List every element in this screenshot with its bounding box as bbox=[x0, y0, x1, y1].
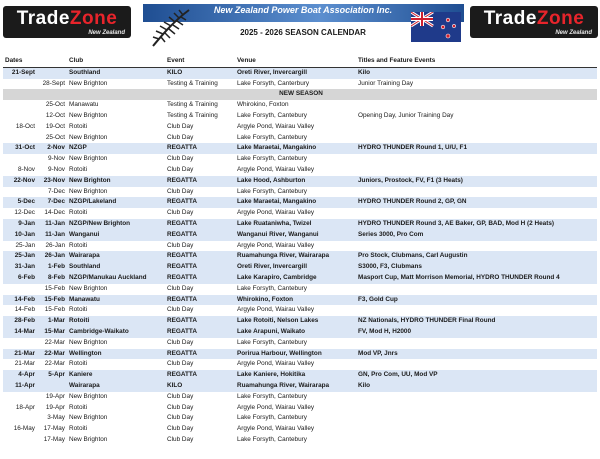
cell-event: Club Day bbox=[167, 187, 194, 195]
cell-titles bbox=[356, 165, 597, 176]
cell-start-date: 28-Feb bbox=[3, 316, 37, 327]
cell-start-date bbox=[3, 413, 37, 424]
cell-event: Club Day bbox=[167, 414, 194, 422]
cell-event: Club Day bbox=[167, 338, 194, 346]
cell-club: New Brighton bbox=[69, 155, 108, 163]
cell-titles bbox=[356, 133, 597, 144]
cell-end-date: 7-Dec bbox=[37, 197, 67, 208]
cell-venue: Argyle Pond, Wairau Valley bbox=[237, 122, 315, 130]
cell-venue: Argyle Pond, Wairau Valley bbox=[237, 241, 315, 249]
cell-start-date: 18-Oct bbox=[15, 122, 35, 130]
cell-club: New Brighton bbox=[69, 79, 108, 87]
cell-titles bbox=[356, 403, 597, 414]
cell-club: NZGP/Manukau Auckland bbox=[67, 273, 165, 284]
cell-titles bbox=[356, 435, 597, 446]
cell-venue: Lake Forsyth, Cantebury bbox=[237, 133, 307, 141]
cell-club: Rotoiti bbox=[69, 209, 88, 217]
cell-start-date: 6-Feb bbox=[3, 273, 37, 284]
column-header-event: Event bbox=[165, 56, 235, 67]
cell-club: NZGP bbox=[67, 143, 165, 154]
table-row bbox=[3, 230, 597, 241]
cell-titles bbox=[356, 424, 597, 435]
cell-titles bbox=[356, 100, 597, 111]
tradezone-logo-right bbox=[470, 6, 598, 38]
cell-venue: Oreti River, Invercargill bbox=[235, 262, 356, 273]
table-row bbox=[3, 79, 597, 90]
cell-titles: HYDRO THUNDER Round 3, AE Baker, GP, BAD, Mod H (2 Heats) bbox=[356, 219, 597, 230]
cell-club: Manawatu bbox=[67, 295, 165, 306]
cell-event: REGATTA bbox=[165, 327, 235, 338]
cell-event: Club Day bbox=[167, 306, 194, 314]
table-header-row bbox=[3, 56, 597, 67]
cell-venue: Lake Forsyth, Cantebury bbox=[237, 155, 307, 163]
cell-club: New Brighton bbox=[67, 176, 165, 187]
cell-start-date: 31-Jan bbox=[3, 262, 37, 273]
column-header-dates: Dates bbox=[3, 56, 37, 67]
cell-event: KILO bbox=[165, 381, 235, 392]
table-row bbox=[3, 219, 597, 230]
cell-end-date: 5-Apr bbox=[37, 370, 67, 381]
cell-end-date bbox=[37, 381, 67, 392]
table-row bbox=[3, 424, 597, 435]
cell-titles: HYDRO THUNDER Round 1, U/U, F1 bbox=[356, 143, 597, 154]
cell-end-date: 15-Feb bbox=[44, 306, 65, 314]
cell-start-date: 21-Sept bbox=[3, 67, 37, 78]
table-row bbox=[3, 435, 597, 446]
cell-titles: Kilo bbox=[356, 67, 597, 78]
table-row bbox=[3, 111, 597, 122]
cell-club: NZGP/New Brighton bbox=[67, 219, 165, 230]
cell-club: New Brighton bbox=[69, 187, 108, 195]
cell-event: REGATTA bbox=[165, 370, 235, 381]
cell-start-date: 31-Oct bbox=[3, 143, 37, 154]
cell-event: Testing & Training bbox=[167, 79, 218, 87]
cell-titles bbox=[356, 338, 597, 349]
cell-event: Club Day bbox=[167, 122, 194, 130]
cell-start-date: 14-Feb bbox=[3, 295, 37, 306]
cell-titles bbox=[356, 241, 597, 252]
table-row bbox=[3, 187, 597, 198]
cell-venue: Lake Forsyth, Cantebury bbox=[237, 284, 307, 292]
cell-club: New Brighton bbox=[69, 284, 108, 292]
table-row bbox=[3, 338, 597, 349]
cell-event: REGATTA bbox=[165, 197, 235, 208]
cell-club: Rotoiti bbox=[69, 425, 88, 433]
cell-event: REGATTA bbox=[165, 316, 235, 327]
cell-club: Rotoiti bbox=[69, 360, 88, 368]
column-header-club: Club bbox=[67, 56, 165, 67]
cell-venue: Argyle Pond, Wairau Valley bbox=[237, 360, 315, 368]
cell-start-date: 14-Feb bbox=[14, 306, 35, 314]
cell-end-date: 19-Oct bbox=[45, 122, 65, 130]
cell-titles bbox=[356, 413, 597, 424]
cell-titles bbox=[356, 187, 597, 198]
cell-event: Club Day bbox=[167, 155, 194, 163]
new-zealand-flag-icon bbox=[411, 12, 461, 42]
cell-event: Club Day bbox=[167, 435, 194, 443]
cell-event: Club Day bbox=[167, 425, 194, 433]
cell-event: Testing & Training bbox=[167, 111, 218, 119]
cell-titles: NZ Nationals, HYDRO THUNDER Final Round bbox=[356, 316, 597, 327]
table-row bbox=[3, 316, 597, 327]
cell-end-date: 15-Mar bbox=[37, 327, 67, 338]
cell-end-date: 15-Feb bbox=[37, 295, 67, 306]
cell-titles: Series 3000, Pro Com bbox=[356, 230, 597, 241]
column-header-dates-spacer bbox=[37, 56, 67, 67]
cell-event: Club Day bbox=[167, 360, 194, 368]
cell-start-date: 10-Jan bbox=[3, 230, 37, 241]
table-row bbox=[3, 133, 597, 144]
cell-venue: Whirokino, Foxton bbox=[235, 295, 356, 306]
table-row bbox=[3, 197, 597, 208]
cell-end-date: 25-Oct bbox=[45, 101, 65, 109]
section-label: NEW SEASON bbox=[3, 89, 597, 100]
cell-venue: Lake Kaniere, Hokitika bbox=[235, 370, 356, 381]
cell-venue: Oreti River, Invercargill bbox=[235, 67, 356, 78]
cell-end-date: 17-May bbox=[43, 435, 65, 443]
cell-venue: Lake Arapuni, Waikato bbox=[235, 327, 356, 338]
cell-end-date: 25-Oct bbox=[45, 133, 65, 141]
table-row bbox=[3, 176, 597, 187]
cell-venue: Wanganui River, Wanganui bbox=[235, 230, 356, 241]
cell-venue: Lake Forsyth, Cantebury bbox=[237, 338, 307, 346]
cell-end-date: 11-Jan bbox=[37, 219, 67, 230]
cell-club: Wairarapa bbox=[67, 251, 165, 262]
cell-end-date: 14-Dec bbox=[44, 209, 65, 217]
cell-club: Southland bbox=[67, 262, 165, 273]
cell-start-date: 11-Apr bbox=[3, 381, 37, 392]
cell-titles bbox=[356, 392, 597, 403]
season-title: 2025 - 2026 SEASON CALENDAR bbox=[240, 28, 366, 37]
cell-club: Cambridge-Waikato bbox=[67, 327, 165, 338]
cell-club: NZGP/Lakeland bbox=[67, 197, 165, 208]
logo-word-zone: Zone bbox=[69, 8, 118, 29]
cell-end-date: 7-Dec bbox=[47, 187, 65, 195]
table-row bbox=[3, 305, 597, 316]
cell-start-date bbox=[3, 392, 37, 403]
cell-club: Rotoiti bbox=[69, 241, 88, 249]
cell-club: Wellington bbox=[67, 349, 165, 360]
table-row bbox=[3, 208, 597, 219]
cell-titles bbox=[356, 305, 597, 316]
cell-club: New Brighton bbox=[69, 435, 108, 443]
cell-titles: Juniors, Prostock, FV, F1 (3 Heats) bbox=[356, 176, 597, 187]
logo-wordmark bbox=[470, 8, 598, 30]
cell-titles: Masport Cup, Matt Morrison Memorial, HYDRO THUNDER Round 4 bbox=[356, 273, 597, 284]
section-row bbox=[3, 89, 597, 100]
cell-start-date bbox=[3, 435, 37, 446]
cell-titles bbox=[356, 154, 597, 165]
table-row bbox=[3, 251, 597, 262]
cell-event: Club Day bbox=[167, 284, 194, 292]
cell-event: REGATTA bbox=[165, 262, 235, 273]
cell-end-date: 28-Sept bbox=[42, 79, 65, 87]
season-calendar-table bbox=[3, 56, 597, 446]
cell-event: REGATTA bbox=[165, 143, 235, 154]
cell-event: REGATTA bbox=[165, 295, 235, 306]
cell-titles bbox=[356, 284, 597, 295]
cell-venue: Lake Maraetai, Mangakino bbox=[235, 197, 356, 208]
cell-titles: Mod VP, Jnrs bbox=[356, 349, 597, 360]
table-row bbox=[3, 413, 597, 424]
cell-club: Rotoiti bbox=[69, 165, 88, 173]
cell-end-date: 8-Feb bbox=[37, 273, 67, 284]
cell-start-date: 22-Nov bbox=[3, 176, 37, 187]
cell-event: Club Day bbox=[167, 133, 194, 141]
cell-event: REGATTA bbox=[165, 176, 235, 187]
cell-end-date: 1-Feb bbox=[37, 262, 67, 273]
table-row bbox=[3, 143, 597, 154]
tradezone-logo-left bbox=[3, 6, 131, 38]
cell-event: REGATTA bbox=[165, 230, 235, 241]
table-row bbox=[3, 392, 597, 403]
cell-end-date: 11-Jan bbox=[37, 230, 67, 241]
cell-club: Wanganui bbox=[67, 230, 165, 241]
cell-venue: Lake Rotoiti, Nelson Lakes bbox=[235, 316, 356, 327]
cell-venue: Argyle Pond, Wairau Valley bbox=[237, 209, 315, 217]
cell-venue: Lake Forsyth, Cantebury bbox=[237, 414, 307, 422]
cell-venue: Ruamahunga River, Wairarapa bbox=[235, 381, 356, 392]
cell-venue: Lake Forsyth, Canterbury bbox=[237, 79, 310, 87]
cell-end-date bbox=[37, 67, 67, 78]
cell-end-date: 15-Feb bbox=[44, 284, 65, 292]
cell-event: KILO bbox=[165, 67, 235, 78]
cell-event: Testing & Training bbox=[167, 101, 218, 109]
table-row bbox=[3, 381, 597, 392]
cell-venue: Lake Maraetai, Mangakino bbox=[235, 143, 356, 154]
cell-end-date: 12-Oct bbox=[45, 111, 65, 119]
cell-club: Southland bbox=[67, 67, 165, 78]
cell-end-date: 22-Mar bbox=[44, 360, 65, 368]
cell-end-date: 26-Jan bbox=[37, 251, 67, 262]
cell-event: REGATTA bbox=[165, 219, 235, 230]
cell-start-date: 25-Jan bbox=[15, 241, 35, 249]
cell-start-date: 18-Apr bbox=[15, 403, 35, 411]
cell-end-date: 17-May bbox=[43, 425, 65, 433]
cell-start-date bbox=[3, 284, 37, 295]
cell-venue: Lake Forsyth, Cantebury bbox=[237, 435, 307, 443]
cell-titles: HYDRO THUNDER Round 2, GP, GN bbox=[356, 197, 597, 208]
cell-titles bbox=[356, 359, 597, 370]
cell-venue: Lake Forsyth, Cantebury bbox=[237, 392, 307, 400]
cell-end-date: 23-Nov bbox=[37, 176, 67, 187]
cell-titles: F3, Gold Cup bbox=[356, 295, 597, 306]
cell-start-date bbox=[3, 100, 37, 111]
table-row bbox=[3, 67, 597, 78]
cell-titles bbox=[356, 208, 597, 219]
cell-event: Club Day bbox=[167, 165, 194, 173]
cell-event: REGATTA bbox=[165, 273, 235, 284]
cell-titles: Junior Training Day bbox=[358, 79, 414, 87]
cell-club: Rotoiti bbox=[69, 403, 88, 411]
cell-venue: Lake Ruataniwha, Twizel bbox=[235, 219, 356, 230]
cell-event: Club Day bbox=[167, 209, 194, 217]
cell-start-date bbox=[3, 154, 37, 165]
association-banner bbox=[143, 4, 464, 48]
table-row bbox=[3, 154, 597, 165]
cell-club: Rotoiti bbox=[69, 122, 88, 130]
cell-start-date bbox=[3, 79, 37, 90]
cell-start-date bbox=[3, 187, 37, 198]
cell-venue: Whirokino, Foxton bbox=[237, 101, 289, 109]
cell-venue: Ruamahunga River, Wairarapa bbox=[235, 251, 356, 262]
cell-venue: Argyle Pond, Wairau Valley bbox=[237, 403, 315, 411]
cell-start-date: 21-Mar bbox=[3, 349, 37, 360]
cell-start-date: 16-May bbox=[13, 425, 35, 433]
cell-start-date: 4-Apr bbox=[3, 370, 37, 381]
cell-start-date bbox=[3, 111, 37, 122]
table-row bbox=[3, 284, 597, 295]
cell-end-date: 1-Mar bbox=[37, 316, 67, 327]
cell-end-date: 2-Nov bbox=[37, 143, 67, 154]
cell-titles: Kilo bbox=[356, 381, 597, 392]
cell-venue: Lake Forsyth, Cantebury bbox=[237, 111, 307, 119]
cell-titles: FV, Mod H, H2000 bbox=[356, 327, 597, 338]
cell-end-date: 9-Nov bbox=[47, 165, 65, 173]
cell-start-date bbox=[3, 133, 37, 144]
table-row bbox=[3, 262, 597, 273]
cell-end-date: 9-Nov bbox=[47, 155, 65, 163]
cell-club: New Brighton bbox=[69, 414, 108, 422]
cell-end-date: 26-Jan bbox=[45, 241, 65, 249]
silver-fern-icon bbox=[149, 6, 193, 48]
cell-venue: Argyle Pond, Wairau Valley bbox=[237, 165, 315, 173]
logo-subtitle: New Zealand bbox=[555, 30, 592, 36]
table-row bbox=[3, 100, 597, 111]
column-header-titles: Titles and Feature Events bbox=[356, 56, 597, 67]
table-row bbox=[3, 403, 597, 414]
cell-start-date: 21-Mar bbox=[14, 360, 35, 368]
cell-venue: Argyle Pond, Wairau Valley bbox=[237, 425, 315, 433]
cell-event: Club Day bbox=[167, 392, 194, 400]
table-row bbox=[3, 273, 597, 284]
cell-start-date: 14-Mar bbox=[3, 327, 37, 338]
cell-start-date: 25-Jan bbox=[3, 251, 37, 262]
logo-wordmark bbox=[3, 8, 131, 30]
cell-club: New Brighton bbox=[69, 338, 108, 346]
cell-start-date: 5-Dec bbox=[3, 197, 37, 208]
cell-titles bbox=[356, 122, 597, 133]
table-row bbox=[3, 295, 597, 306]
table-row bbox=[3, 165, 597, 176]
cell-start-date: 8-Nov bbox=[17, 165, 35, 173]
cell-titles: GN, Pro Com, UU, Mod VP bbox=[356, 370, 597, 381]
cell-club: New Brighton bbox=[69, 111, 108, 119]
logo-word-trade: Trade bbox=[16, 8, 70, 29]
table-row bbox=[3, 370, 597, 381]
cell-event: Club Day bbox=[167, 241, 194, 249]
cell-club: Wairarapa bbox=[67, 381, 165, 392]
cell-venue: Porirua Harbour, Wellington bbox=[235, 349, 356, 360]
cell-venue: Lake Hood, Ashburton bbox=[235, 176, 356, 187]
cell-end-date: 19-Apr bbox=[45, 392, 65, 400]
table-row bbox=[3, 359, 597, 370]
cell-event: REGATTA bbox=[165, 349, 235, 360]
logo-word-zone: Zone bbox=[536, 8, 585, 29]
cell-start-date: 9-Jan bbox=[3, 219, 37, 230]
cell-club: New Brighton bbox=[69, 392, 108, 400]
cell-event: REGATTA bbox=[165, 251, 235, 262]
association-name: New Zealand Power Boat Association Inc. bbox=[213, 5, 393, 15]
cell-club: Manawatu bbox=[69, 101, 99, 109]
logo-word-trade: Trade bbox=[483, 8, 537, 29]
cell-club: Rotoiti bbox=[69, 306, 88, 314]
cell-titles: S3000, F3, Clubmans bbox=[356, 262, 597, 273]
table-row bbox=[3, 122, 597, 133]
table-row bbox=[3, 349, 597, 360]
column-header-venue: Venue bbox=[235, 56, 356, 67]
cell-end-date: 19-Apr bbox=[45, 403, 65, 411]
cell-club: Kaniere bbox=[67, 370, 165, 381]
cell-club: New Brighton bbox=[69, 133, 108, 141]
table-row bbox=[3, 241, 597, 252]
cell-end-date: 3-May bbox=[47, 414, 65, 422]
cell-club: Rotoiti bbox=[67, 316, 165, 327]
cell-start-date bbox=[3, 338, 37, 349]
cell-end-date: 22-Mar bbox=[37, 349, 67, 360]
table-row bbox=[3, 327, 597, 338]
cell-titles: Opening Day, Junior Training Day bbox=[358, 111, 454, 119]
cell-start-date: 12-Dec bbox=[14, 209, 35, 217]
logo-subtitle: New Zealand bbox=[88, 30, 125, 36]
cell-titles: Pro Stock, Clubmans, Carl Augustin bbox=[356, 251, 597, 262]
calendar-body bbox=[3, 67, 597, 445]
cell-venue: Argyle Pond, Wairau Valley bbox=[237, 306, 315, 314]
page-header bbox=[0, 0, 600, 52]
cell-venue: Lake Karapiro, Cambridge bbox=[235, 273, 356, 284]
cell-event: Club Day bbox=[167, 403, 194, 411]
cell-venue: Lake Forsyth, Cantebury bbox=[237, 187, 307, 195]
cell-end-date: 22-Mar bbox=[44, 338, 65, 346]
